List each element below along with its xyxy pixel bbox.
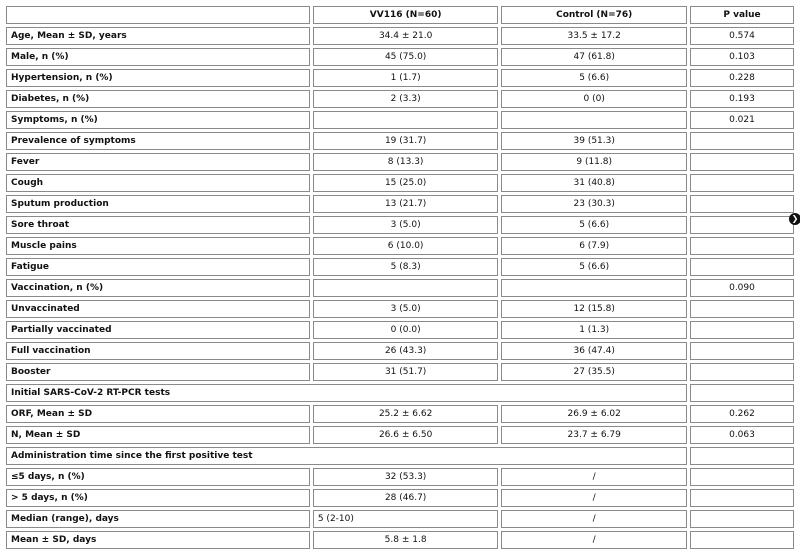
cell-pvalue [690, 216, 794, 234]
table-section-row [6, 447, 794, 465]
table-row [6, 237, 794, 255]
cell-vv116: 26 (43.3) [313, 342, 499, 360]
cell-pvalue [690, 237, 794, 255]
cell-control: 9 (11.8) [501, 153, 687, 171]
table-row [6, 111, 794, 129]
row-label: Mean ± SD, days [6, 531, 310, 549]
row-label: > 5 days, n (%) [6, 489, 310, 507]
row-label: Diabetes, n (%) [6, 90, 310, 108]
table-section-row [6, 384, 794, 402]
table-header-row [6, 6, 794, 24]
table-row [6, 510, 794, 528]
cell-pvalue [690, 195, 794, 213]
cell-control: 5 (6.6) [501, 258, 687, 276]
row-label: Fatigue [6, 258, 310, 276]
baseline-characteristics-table [3, 3, 797, 552]
table-row [6, 426, 794, 444]
cell-pvalue: 0.262 [690, 405, 794, 423]
row-label: Sore throat [6, 216, 310, 234]
cell-control: 31 (40.8) [501, 174, 687, 192]
cell-control: 26.9 ± 6.02 [501, 405, 687, 423]
row-label: Partially vaccinated [6, 321, 310, 339]
row-label: Cough [6, 174, 310, 192]
cell-control: 36 (47.4) [501, 342, 687, 360]
table-row [6, 489, 794, 507]
cell-control: 23 (30.3) [501, 195, 687, 213]
row-label: N, Mean ± SD [6, 426, 310, 444]
cell-control: / [501, 531, 687, 549]
cell-vv116: 5 (2-10) [313, 510, 499, 528]
row-label: Sputum production [6, 195, 310, 213]
cell-pvalue [690, 342, 794, 360]
row-label: ≤5 days, n (%) [6, 468, 310, 486]
cell-pvalue: 0.103 [690, 48, 794, 66]
cell-control: 23.7 ± 6.79 [501, 426, 687, 444]
cell-pvalue [690, 153, 794, 171]
row-label: Hypertension, n (%) [6, 69, 310, 87]
cell-vv116: 45 (75.0) [313, 48, 499, 66]
table-row [6, 195, 794, 213]
row-label: Male, n (%) [6, 48, 310, 66]
cell-pvalue [690, 489, 794, 507]
row-label: Fever [6, 153, 310, 171]
cell-vv116: 32 (53.3) [313, 468, 499, 486]
cell-pvalue [690, 363, 794, 381]
table-row [6, 258, 794, 276]
cell-vv116: 3 (5.0) [313, 300, 499, 318]
table-row [6, 153, 794, 171]
table-row [6, 174, 794, 192]
cell-vv116: 6 (10.0) [313, 237, 499, 255]
cell-vv116: 1 (1.7) [313, 69, 499, 87]
cell-pvalue [690, 300, 794, 318]
cell-control [501, 111, 687, 129]
cell-control: 1 (1.3) [501, 321, 687, 339]
cell-vv116: 26.6 ± 6.50 [313, 426, 499, 444]
table-row [6, 363, 794, 381]
cell-vv116: 31 (51.7) [313, 363, 499, 381]
header-control-col: Control (N=76) [501, 6, 687, 24]
cell-control: 5 (6.6) [501, 69, 687, 87]
row-label: Unvaccinated [6, 300, 310, 318]
cell-pvalue: 0.574 [690, 27, 794, 45]
row-label: Muscle pains [6, 237, 310, 255]
cell-pvalue: 0.090 [690, 279, 794, 297]
table-row [6, 468, 794, 486]
cell-pvalue [690, 321, 794, 339]
table-row [6, 531, 794, 549]
cell-control: 33.5 ± 17.2 [501, 27, 687, 45]
cell-vv116: 8 (13.3) [313, 153, 499, 171]
cell-vv116: 0 (0.0) [313, 321, 499, 339]
header-label-col [6, 6, 310, 24]
section-label: Initial SARS-CoV-2 RT-PCR tests [6, 384, 687, 402]
table-row [6, 321, 794, 339]
row-label: ORF, Mean ± SD [6, 405, 310, 423]
cell-control: / [501, 489, 687, 507]
cell-vv116: 13 (21.7) [313, 195, 499, 213]
cell-vv116: 15 (25.0) [313, 174, 499, 192]
cell-control: 6 (7.9) [501, 237, 687, 255]
cell-vv116: 5 (8.3) [313, 258, 499, 276]
table-row [6, 132, 794, 150]
header-pvalue-col: P value [690, 6, 794, 24]
cell-pvalue [690, 258, 794, 276]
table-row [6, 48, 794, 66]
row-label: Age, Mean ± SD, years [6, 27, 310, 45]
cell-vv116: 25.2 ± 6.62 [313, 405, 499, 423]
arrow-icon[interactable]: ❯ [789, 213, 800, 225]
row-label: Symptoms, n (%) [6, 111, 310, 129]
cell-vv116: 34.4 ± 21.0 [313, 27, 499, 45]
cell-pvalue [690, 510, 794, 528]
table-row [6, 216, 794, 234]
cell-vv116: 28 (46.7) [313, 489, 499, 507]
cell-pvalue: 0.193 [690, 90, 794, 108]
cell-pvalue: 0.228 [690, 69, 794, 87]
table-row [6, 300, 794, 318]
table-row [6, 405, 794, 423]
cell-control: 5 (6.6) [501, 216, 687, 234]
cell-pvalue [690, 531, 794, 549]
cell-vv116 [313, 111, 499, 129]
header-vv116-col: VV116 (N=60) [313, 6, 499, 24]
cell-pvalue: 0.063 [690, 426, 794, 444]
table-row [6, 279, 794, 297]
cell-control: 39 (51.3) [501, 132, 687, 150]
cell-control [501, 279, 687, 297]
cell-pvalue [690, 132, 794, 150]
cell-pvalue: 0.021 [690, 111, 794, 129]
cell-control: 47 (61.8) [501, 48, 687, 66]
row-label: Vaccination, n (%) [6, 279, 310, 297]
cell-control: / [501, 468, 687, 486]
table-row [6, 27, 794, 45]
cell-vv116: 2 (3.3) [313, 90, 499, 108]
cell-vv116: 3 (5.0) [313, 216, 499, 234]
cell-control: 0 (0) [501, 90, 687, 108]
cell-vv116 [313, 279, 499, 297]
row-label: Prevalence of symptoms [6, 132, 310, 150]
cell-vv116: 5.8 ± 1.8 [313, 531, 499, 549]
section-label: Administration time since the first positive test [6, 447, 687, 465]
table-row [6, 342, 794, 360]
cell-pvalue [690, 447, 794, 465]
row-label: Median (range), days [6, 510, 310, 528]
cell-control: / [501, 510, 687, 528]
cell-pvalue [690, 174, 794, 192]
cell-control: 27 (35.5) [501, 363, 687, 381]
row-label: Booster [6, 363, 310, 381]
cell-pvalue [690, 384, 794, 402]
cell-vv116: 19 (31.7) [313, 132, 499, 150]
table-row [6, 90, 794, 108]
row-label: Full vaccination [6, 342, 310, 360]
table-row [6, 69, 794, 87]
cell-pvalue [690, 468, 794, 486]
cell-control: 12 (15.8) [501, 300, 687, 318]
